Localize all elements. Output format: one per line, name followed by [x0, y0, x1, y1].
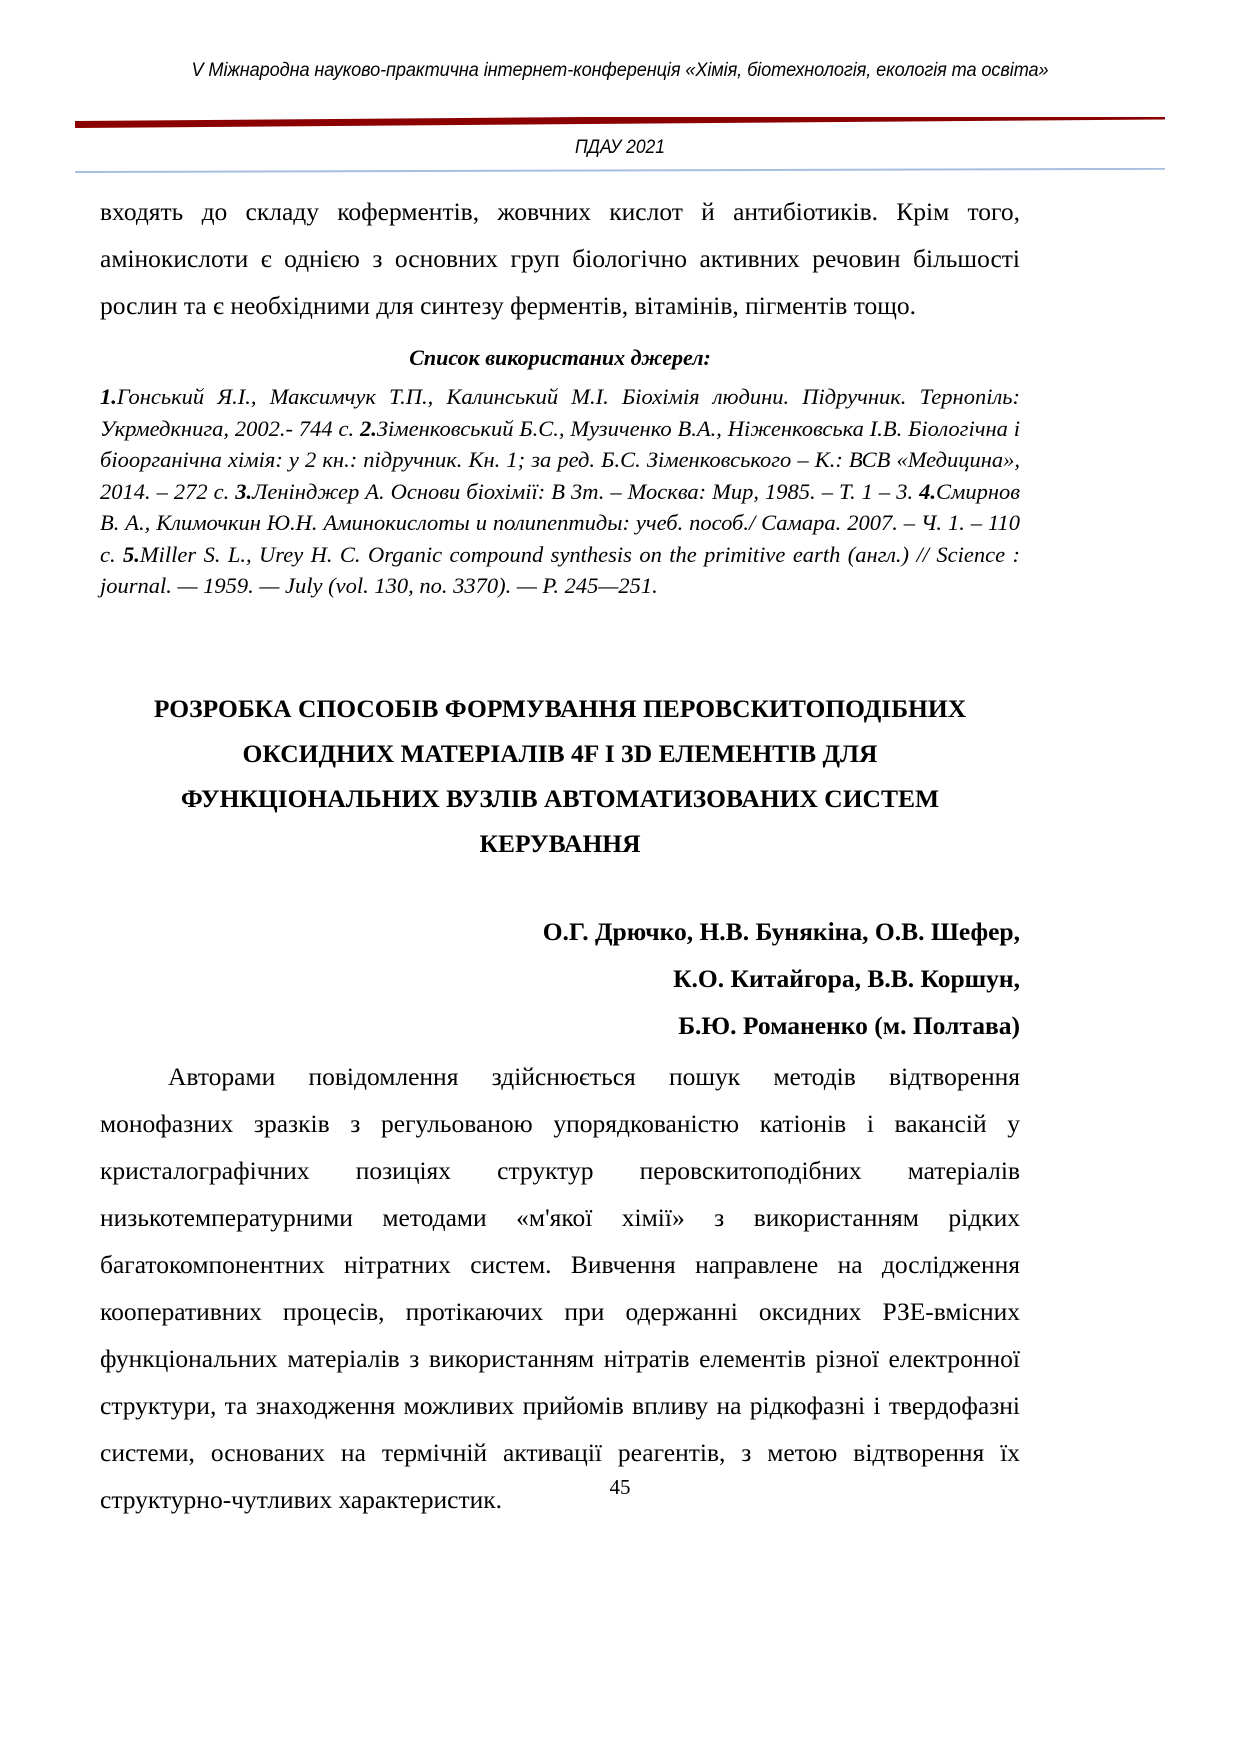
reference-number: 3.	[235, 478, 253, 504]
author-line: Б.Ю. Романенко (м. Полтава)	[678, 1010, 1020, 1040]
reference-text: Miller S. L., Urey H. C. Organic compound synthesis on the primitive earth (англ.) // Science : journal. — 1959. — July (vol. 130, no. 3370). — P. 245—251.	[100, 541, 1020, 598]
article-title-line: КЕРУВАННЯ	[479, 828, 641, 858]
author-line: О.Г. Дрючко, Н.В. Бунякіна, О.В. Шефер,	[542, 916, 1020, 946]
conference-title: V Міжнародна науково-практична інтернет-конференція «Хімія, біотехнологія, екологія та освіта»	[191, 59, 1049, 81]
author-line: К.О. Китайгора, В.В. Коршун,	[673, 963, 1020, 993]
references-block	[100, 381, 1020, 602]
reference-number: 2.	[360, 415, 377, 441]
article-title-line: ФУНКЦІОНАЛЬНИХ ВУЗЛІВ АВТОМАТИЗОВАНИХ СИСТЕМ	[180, 783, 940, 813]
article-title-line: РОЗРОБКА СПОСОБІВ ФОРМУВАННЯ ПЕРОВСКИТОПОДІБНИХ	[153, 693, 967, 723]
organization-year: ПДАУ 2021	[574, 137, 665, 158]
sources-heading: Список використаних джерел:	[409, 345, 711, 370]
reference-text: Зіменковський Б.С., Музиченко В.А., Ніженковська І.В. Біологічна і біоорганічна хімія: у 2 кн.: підручник. Кн. 1; за ред. Б.С. Зіменковського – К.: ВСВ «Медицина», 2014. – 272 с.	[100, 415, 1020, 504]
header-red-rule	[75, 117, 1165, 131]
article-authors	[100, 866, 1020, 1049]
continued-paragraph: входять до складу коферментів, жовчних кислот й антибіотиків. Крім того, амінокислоти є однією з основних груп біологічно активних речовин більшості рослин та є необхідними для синтезу ферментів, вітамінів, пігментів тощо.	[100, 197, 1020, 320]
header-blue-rule	[75, 168, 1165, 176]
reference-text: Смирнов В. А., Климочкин Ю.Н. Аминокислоты и полипептиды: учеб. пособ./ Самара. 2007. – Ч. 1. – 110 с.	[100, 478, 1021, 567]
reference-number: 5.	[123, 541, 140, 567]
reference-text: Гонський Я.І., Максимчук Т.П., Калинський М.І. Біохімія людини. Підручник. Тернопіль: Укрмедкнига, 2002.- 744 с.	[100, 384, 1020, 441]
page-number: 45	[609, 1475, 631, 1499]
reference-number: 4.	[919, 478, 936, 504]
page-content	[100, 188, 1020, 1523]
article-abstract: Авторами повідомлення здійснюється пошук методів відтворення монофазних зразків з регульованою упорядкованістю катіонів і вакансій у кристалографічних позиціях структур перовскитоподібних матеріалів низькотемпературними методами «м'якої хімії» з використанням рідких багатокомпонентних нітратних систем. Вивчення направлене на дослідження кооперативних процесів, протікаючих при одержанні оксидних РЗЕ-вмісних функціональних матеріалів з використанням нітратів елементів різної електронної структури, та знаходження можливих прийомів впливу на рідкофазні і твердофазні системи, основаних на термічній активації реагентів, з метою відтворення їх структурно-чутливих характеристик.	[100, 1061, 1020, 1514]
page-header	[100, 55, 1140, 158]
reference-text: Ленінджер А. Основи біохімії: В 3т. – Москва: Мир, 1985. – Т. 1 – 3.	[252, 478, 914, 504]
article-title	[100, 602, 1020, 866]
reference-number: 1.	[100, 384, 117, 409]
article-title-line: ОКСИДНИХ МАТЕРІАЛІВ 4F І 3D ЕЛЕМЕНТІВ ДЛЯ	[242, 738, 878, 768]
